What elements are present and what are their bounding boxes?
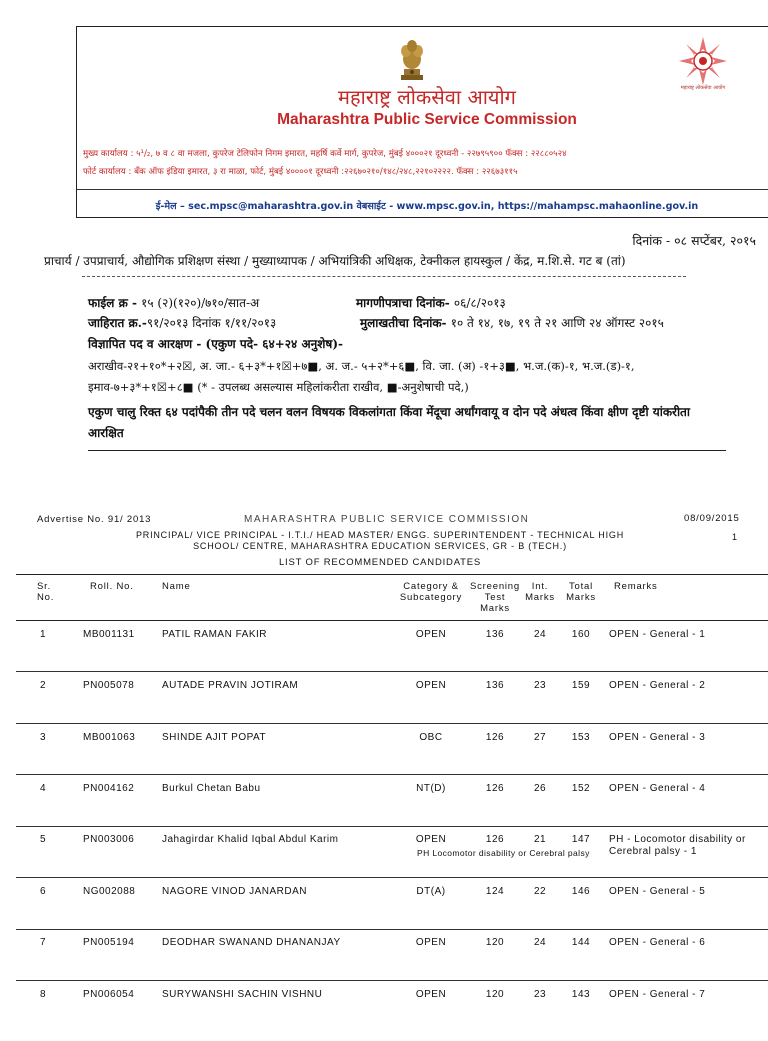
cell-category: NT(D) bbox=[416, 783, 446, 794]
cell-category: OBC bbox=[419, 732, 443, 743]
cell-name: NAGORE VINOD JANARDAN bbox=[162, 886, 307, 897]
col-sr-no: Sr. No. bbox=[37, 581, 55, 603]
cell-sr-no: 1 bbox=[40, 629, 47, 640]
cell-remarks: PH - Locomotor disability or Cerebral palsy - 1 bbox=[609, 834, 746, 857]
cell-sr-no: 5 bbox=[40, 834, 47, 845]
table-row bbox=[0, 937, 768, 989]
cell-interview-marks: 26 bbox=[533, 783, 547, 794]
cell-screening-marks: 126 bbox=[485, 732, 505, 743]
cell-category: OPEN bbox=[415, 629, 447, 640]
table-row bbox=[0, 783, 768, 835]
list-date: 08/09/2015 bbox=[684, 513, 740, 524]
row-divider bbox=[16, 826, 768, 827]
cell-total-marks: 146 bbox=[571, 886, 591, 897]
section-divider bbox=[88, 450, 726, 451]
page-number: 1 bbox=[732, 532, 738, 542]
list-title: LIST OF RECOMMENDED CANDIDATES bbox=[278, 557, 482, 568]
table-top-border bbox=[16, 574, 768, 575]
list-subtitle: PRINCIPAL/ VICE PRINCIPAL - I.T.I./ HEAD MASTER/ ENGG. SUPERINTENDENT - TECHNICAL HIGH SCHOOL/ CENTRE, MAHARASHTRA EDUCATION SERVICES, GR - B (TECH.) bbox=[135, 530, 625, 551]
cell-remarks: OPEN - General - 6 bbox=[609, 937, 706, 948]
cell-sr-no: 7 bbox=[40, 937, 47, 948]
cell-total-marks: 143 bbox=[571, 989, 591, 1000]
cell-screening-marks: 136 bbox=[485, 629, 505, 640]
cell-category: OPEN bbox=[415, 937, 447, 948]
cell-name: AUTADE PRAVIN JOTIRAM bbox=[162, 680, 299, 691]
cell-screening-marks: 120 bbox=[485, 937, 505, 948]
cell-total-marks: 152 bbox=[571, 783, 591, 794]
demand-date: मागणीपत्राचा दिनांक- ०६/८/२०१३ bbox=[356, 296, 506, 310]
commission-name-english: Maharashtra Public Service Commission bbox=[277, 111, 577, 128]
seal-caption: महाराष्ट्र लोकसेवा आयोग bbox=[680, 85, 726, 91]
col-total: Total Marks bbox=[566, 581, 596, 603]
cell-sr-no: 6 bbox=[40, 886, 47, 897]
posts-heading: विज्ञापित पद व आरक्षण - (एकुण पदे- ६४+२४ अनुशेष)- bbox=[88, 337, 344, 351]
commission-name-marathi: महाराष्ट्र लोकसेवा आयोग bbox=[338, 85, 516, 109]
advertise-number: Advertise No. 91/ 2013 bbox=[37, 514, 152, 525]
col-category: Category & Subcategory bbox=[399, 581, 463, 603]
cell-total-marks: 159 bbox=[571, 680, 591, 691]
cell-total-marks: 153 bbox=[571, 732, 591, 743]
post-title: प्राचार्य / उपप्राचार्य, औद्योगिक प्रशिक्षण संस्था / मुख्याध्यापक / अभियांत्रिकी अधिक्षक, टेक्नीकल हायस्कुल / केंद्र, म.शि.से. गट ब (तां) bbox=[44, 254, 626, 268]
col-name: Name bbox=[162, 581, 191, 592]
cell-total-marks: 147 bbox=[571, 834, 591, 845]
col-remarks: Remarks bbox=[614, 581, 658, 592]
interview-dates: मुलाखतीचा दिनांक- १० ते १४, १७, १९ ते २१ आणि २४ ऑगस्ट २०१५ bbox=[360, 316, 664, 330]
row-divider bbox=[16, 723, 768, 724]
table-row bbox=[0, 989, 768, 1041]
cell-sr-no: 4 bbox=[40, 783, 47, 794]
table-row bbox=[0, 629, 768, 681]
row-divider bbox=[16, 877, 768, 878]
cell-interview-marks: 23 bbox=[533, 989, 547, 1000]
cell-subcategory: PH Locomotor disability or Cerebral palsy bbox=[417, 848, 590, 858]
cell-roll-no: PN005194 bbox=[83, 937, 135, 948]
letterhead-divider bbox=[77, 189, 768, 190]
cell-interview-marks: 21 bbox=[533, 834, 547, 845]
cell-interview-marks: 27 bbox=[533, 732, 547, 743]
cell-interview-marks: 23 bbox=[533, 680, 547, 691]
cell-roll-no: MB001063 bbox=[83, 732, 136, 743]
cell-category: DT(A) bbox=[416, 886, 446, 897]
cell-remarks: OPEN - General - 3 bbox=[609, 732, 706, 743]
commission-heading: MAHARASHTRA PUBLIC SERVICE COMMISSION bbox=[244, 514, 530, 525]
table-header-border bbox=[16, 620, 768, 621]
cell-screening-marks: 136 bbox=[485, 680, 505, 691]
cell-name: PATIL RAMAN FAKIR bbox=[162, 629, 267, 640]
table-row bbox=[0, 732, 768, 784]
cell-roll-no: NG002088 bbox=[83, 886, 136, 897]
cell-sr-no: 2 bbox=[40, 680, 47, 691]
table-row bbox=[0, 886, 768, 938]
cell-interview-marks: 24 bbox=[533, 629, 547, 640]
letterhead bbox=[76, 26, 768, 218]
cell-total-marks: 160 bbox=[571, 629, 591, 640]
cell-remarks: OPEN - General - 5 bbox=[609, 886, 706, 897]
advertisement-number: जाहिरात क्र.-९१/२०१३ दिनांक १/११/२०१३ bbox=[88, 316, 277, 330]
reservation-note: एकुण चालु रिक्त ६४ पदांपैकी तीन पदे चलन वलन विषयक विकलांगता किंवा मेंदूचा अर्धांगवायू व दोन पदे अंधत्व किंवा क्षीण दृष्टी यांकरीता आरक्षित bbox=[88, 405, 691, 440]
reservation-details: अराखीव-२१+१०*+२☒, अ. जा.- ६+३*+१☒+७■, अ. ज.- ५+२*+६■, वि. जा. (अ) -१+३■, भ.ज.(क)-१, भ.ज.(ड)-१, इमाव-७+३*+१☒+८■ (* - उपलब्ध असल्यास महिलांकरीता राखीव, ■-अनुशेषाची पदे,) bbox=[88, 359, 635, 394]
cell-sr-no: 8 bbox=[40, 989, 47, 1000]
col-roll-no: Roll. No. bbox=[90, 581, 134, 592]
cell-interview-marks: 24 bbox=[533, 937, 547, 948]
row-divider bbox=[16, 671, 768, 672]
cell-roll-no: PN004162 bbox=[83, 783, 135, 794]
file-number: फाईल क्र - १५ (२)(१२०)/७१०/सात-अ bbox=[88, 296, 260, 310]
cell-interview-marks: 22 bbox=[533, 886, 547, 897]
contact-line[interactable]: ई-मेल – sec.mpsc@maharashtra.gov.in वेबसाईट - www.mpsc.gov.in, https://mahampsc.mahaonline.gov.in bbox=[155, 201, 699, 212]
mpsc-seal-icon bbox=[677, 35, 729, 87]
col-interview: Int. Marks bbox=[525, 581, 555, 603]
main-office-address: मुख्य कार्यालय : ५¹/₂, ७ व ८ वा मजला, कुपरेज टेलिफोन निगम इमारत, महर्षि कर्वे मार्ग, कुपरेज, मुंबई ४०००२१ दूरध्वनी - २२७९५९०० फॅक्स : २२८८०५२४ bbox=[83, 149, 567, 159]
cell-name: SURYWANSHI SACHIN VISHNU bbox=[162, 989, 323, 1000]
row-divider bbox=[16, 980, 768, 981]
cell-remarks: OPEN - General - 7 bbox=[609, 989, 706, 1000]
col-screening: Screening Test Marks bbox=[470, 581, 520, 614]
cell-total-marks: 144 bbox=[571, 937, 591, 948]
table-row bbox=[0, 680, 768, 732]
cell-remarks: OPEN - General - 2 bbox=[609, 680, 706, 691]
cell-roll-no: MB001131 bbox=[83, 629, 135, 640]
cell-name: Jahagirdar Khalid Iqbal Abdul Karim bbox=[162, 834, 339, 845]
letter-date: दिनांक - ०८ सप्टेंबर, २०१५ bbox=[632, 233, 756, 248]
cell-name: Burkul Chetan Babu bbox=[162, 783, 261, 794]
row-divider bbox=[16, 774, 768, 775]
cell-remarks: OPEN - General - 4 bbox=[609, 783, 706, 794]
cell-roll-no: PN003006 bbox=[83, 834, 135, 845]
table-row bbox=[0, 834, 768, 886]
cell-category: OPEN bbox=[415, 834, 447, 845]
cell-name: DEODHAR SWANAND DHANANJAY bbox=[162, 937, 341, 948]
cell-name: SHINDE AJIT POPAT bbox=[162, 732, 267, 743]
cell-screening-marks: 126 bbox=[485, 834, 505, 845]
dashed-divider bbox=[82, 276, 686, 277]
national-emblem-icon bbox=[395, 35, 429, 83]
cell-roll-no: PN005078 bbox=[83, 680, 135, 691]
cell-roll-no: PN006054 bbox=[83, 989, 135, 1000]
cell-remarks: OPEN - General - 1 bbox=[609, 629, 706, 640]
cell-screening-marks: 124 bbox=[485, 886, 505, 897]
fort-office-address: फोर्ट कार्यालय : बँक ऑफ इंडिया इमारत, ३ रा माळा, फोर्ट, मुंबई ४००००१ दूरध्वनी :२२६७०२१०/१४८/२४८,२२१०२२२२. फॅक्स : २२६७३११५ bbox=[83, 167, 518, 177]
cell-category: OPEN bbox=[415, 680, 447, 691]
row-divider bbox=[16, 929, 768, 930]
cell-sr-no: 3 bbox=[40, 732, 47, 743]
cell-screening-marks: 126 bbox=[485, 783, 505, 794]
cell-category: OPEN bbox=[415, 989, 447, 1000]
cell-screening-marks: 120 bbox=[485, 989, 505, 1000]
